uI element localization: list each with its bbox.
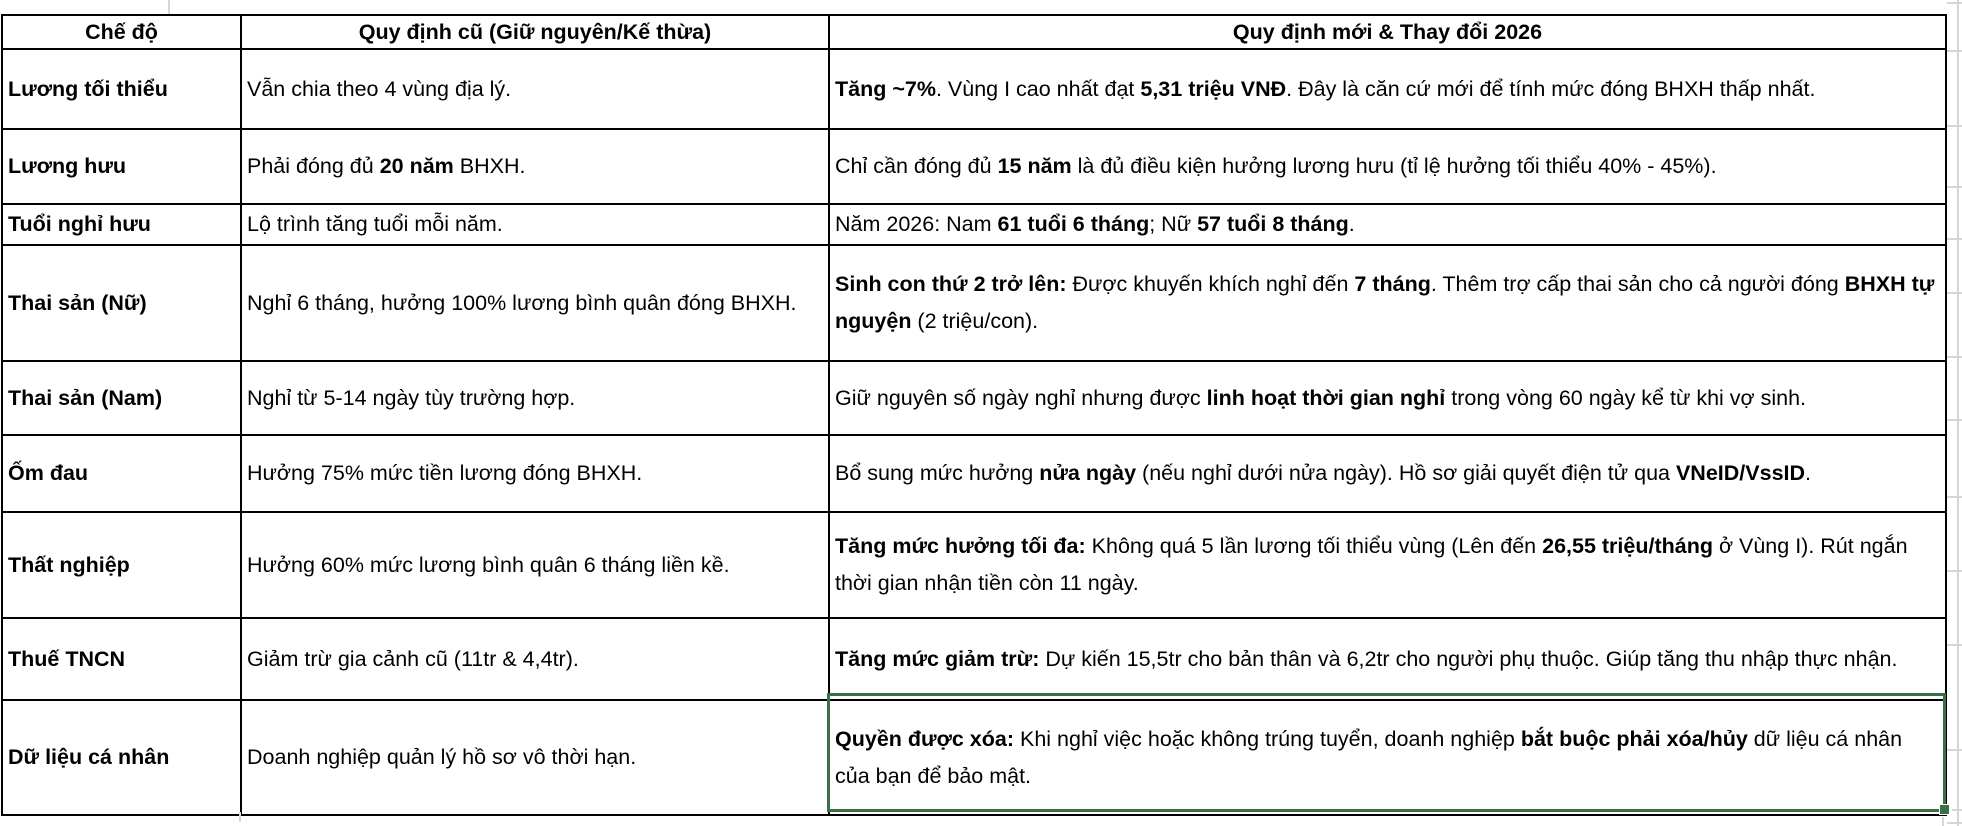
regulation-comparison-table — [1, 14, 1947, 816]
gridline-row-stub — [1947, 496, 1962, 498]
table-row — [2, 245, 1946, 361]
text-segment: Sinh con thứ 2 trở lên: — [835, 272, 1067, 296]
text-segment: Không quá 5 lần lương tối thiểu vùng (Lên đến — [1085, 534, 1543, 558]
new-regulation-cell[interactable] — [829, 204, 1946, 245]
text-segment: 61 tuổi 6 tháng — [997, 212, 1150, 236]
table-row — [2, 361, 1946, 435]
text-segment: (2 triệu/con). — [911, 309, 1039, 333]
text-segment: 7 tháng — [1354, 272, 1431, 296]
new-regulation-cell[interactable] — [829, 512, 1946, 618]
header-row — [2, 15, 1946, 49]
regime-cell[interactable]: Tuổi nghỉ hưu — [2, 204, 241, 245]
text-segment: ở Vùng I). Rút ngắn thời gian nhận tiền còn 11 ngày. — [835, 534, 1908, 595]
text-segment: Hưởng 60% mức lương bình quân 6 tháng liền kề. — [247, 552, 730, 577]
text-segment: Giữ nguyên số ngày nghỉ nhưng được — [835, 385, 1207, 410]
old-regulation-cell[interactable] — [241, 245, 829, 361]
text-segment: Vẫn chia theo 4 vùng địa lý. — [247, 76, 512, 101]
header-regime[interactable]: Chế độ — [2, 15, 241, 49]
text-segment: Nghỉ 6 tháng, hưởng 100% lương bình quân đóng BHXH. — [247, 290, 797, 315]
text-segment: 20 năm — [379, 154, 454, 178]
new-regulation-cell[interactable] — [829, 49, 1946, 129]
gridline-row-stub — [1947, 822, 1962, 824]
regime-cell[interactable]: Thai sản (Nữ) — [2, 245, 241, 361]
table-row — [2, 129, 1946, 204]
gridline-row-stub — [1947, 186, 1962, 188]
header-new-regulation[interactable]: Quy định mới & Thay đổi 2026 — [829, 15, 1946, 49]
text-segment: 5,31 triệu VNĐ — [1140, 76, 1287, 101]
text-segment: Tăng ~7% — [835, 76, 936, 101]
table-row — [2, 700, 1946, 815]
gridline-row-stub — [1947, 644, 1962, 646]
text-segment: Khi nghỉ việc hoặc không trúng tuyển, doanh nghiệp — [1014, 726, 1521, 751]
old-regulation-cell[interactable] — [241, 618, 829, 700]
gridline-row-stub — [1947, 125, 1962, 127]
text-segment: Tăng mức giảm trừ: — [835, 646, 1040, 671]
gridline-bottom-vertical — [239, 812, 241, 822]
gridline-row-stub — [1947, 570, 1962, 572]
text-segment: BHXH tự nguyện — [835, 272, 1935, 333]
regime-cell[interactable]: Lương tối thiểu — [2, 49, 241, 129]
header-old-regulation[interactable]: Quy định cũ (Giữ nguyên/Kế thừa) — [241, 15, 829, 49]
text-segment: Quyền được xóa: — [835, 726, 1015, 751]
gridline-row-stub — [1947, 292, 1962, 294]
old-regulation-cell[interactable] — [241, 204, 829, 245]
old-regulation-cell[interactable] — [241, 49, 829, 129]
old-regulation-cell[interactable] — [241, 361, 829, 435]
regime-cell[interactable]: Thất nghiệp — [2, 512, 241, 618]
text-segment: bắt buộc phải xóa/hủy — [1520, 726, 1748, 751]
gridline-handle-down — [1942, 817, 1944, 826]
text-segment: BHXH. — [453, 154, 526, 178]
gridline-row-stub — [1947, 419, 1962, 421]
table-row — [2, 512, 1946, 618]
old-regulation-cell[interactable] — [241, 700, 829, 815]
old-regulation-cell[interactable] — [241, 512, 829, 618]
regime-cell[interactable]: Lương hưu — [2, 129, 241, 204]
new-regulation-cell[interactable] — [829, 435, 1946, 512]
table-body — [2, 49, 1946, 815]
new-regulation-cell[interactable] — [829, 245, 1946, 361]
regime-cell[interactable]: Ốm đau — [2, 435, 241, 512]
table-row — [2, 618, 1946, 700]
text-segment: 57 tuổi 8 tháng — [1197, 212, 1349, 236]
new-regulation-cell[interactable] — [829, 700, 1946, 815]
gridline-handle-right — [1952, 809, 1962, 811]
text-segment: Nghỉ từ 5-14 ngày tùy trường hợp. — [247, 385, 576, 410]
gridline-top-vertical — [168, 0, 170, 14]
text-segment: . Đây là căn cứ mới để tính mức đóng BHXH thấp nhất. — [1286, 76, 1816, 101]
regime-cell[interactable]: Thuế TNCN — [2, 618, 241, 700]
fill-handle[interactable] — [1939, 804, 1950, 815]
text-segment: (nếu nghỉ dưới nửa ngày). Hồ sơ giải quyết điện tử qua — [1136, 461, 1676, 485]
regime-cell[interactable]: Thai sản (Nam) — [2, 361, 241, 435]
text-segment: 26,55 triệu/tháng — [1542, 534, 1713, 558]
old-regulation-cell[interactable] — [241, 435, 829, 512]
gridline-row-stub — [1947, 50, 1962, 52]
new-regulation-cell[interactable] — [829, 618, 1946, 700]
text-segment: trong vòng 60 ngày kể từ khi vợ sinh. — [1445, 385, 1807, 410]
text-segment: là đủ điều kiện hưởng lương hưu (tỉ lệ hưởng tối thiểu 40% - 45%). — [1071, 154, 1717, 178]
text-segment: . — [1348, 212, 1355, 236]
table-row — [2, 49, 1946, 129]
text-segment: . Vùng I cao nhất đạt — [935, 76, 1141, 101]
text-segment: Tăng mức hưởng tối đa: — [835, 534, 1086, 558]
text-segment: Năm 2026: Nam — [835, 212, 998, 236]
old-regulation-cell[interactable] — [241, 129, 829, 204]
text-segment: Bổ sung mức hưởng — [835, 461, 1040, 485]
table-row — [2, 204, 1946, 245]
text-segment: Lộ trình tăng tuổi mỗi năm. — [247, 212, 503, 236]
text-segment: . — [1805, 461, 1812, 485]
gridline-row-stub — [1947, 2, 1962, 4]
table-row — [2, 435, 1946, 512]
text-segment: Phải đóng đủ — [247, 154, 380, 178]
text-segment: Giảm trừ gia cảnh cũ (11tr & 4,4tr). — [247, 646, 579, 671]
gridline-right-vertical — [1957, 0, 1959, 826]
text-segment: Dự kiến 15,5tr cho bản thân và 6,2tr cho người phụ thuộc. Giúp tăng thu nhập thực nhận. — [1039, 646, 1898, 671]
gridline-row-stub — [1947, 238, 1962, 240]
text-segment: ; Nữ — [1149, 212, 1198, 236]
text-segment: dữ liệu cá nhân của bạn để bảo mật. — [835, 726, 1903, 788]
new-regulation-cell[interactable] — [829, 129, 1946, 204]
text-segment: Hưởng 75% mức tiền lương đóng BHXH. — [247, 461, 643, 485]
text-segment: Được khuyến khích nghỉ đến — [1066, 272, 1355, 296]
text-segment: 15 năm — [997, 154, 1072, 178]
regime-cell[interactable]: Dữ liệu cá nhân — [2, 700, 241, 815]
text-segment: nửa ngày — [1039, 461, 1137, 485]
new-regulation-cell[interactable] — [829, 361, 1946, 435]
text-segment: . Thêm trợ cấp thai sản cho cả người đóng — [1430, 272, 1845, 296]
text-segment: Doanh nghiệp quản lý hồ sơ vô thời hạn. — [247, 745, 637, 769]
text-segment: linh hoạt thời gian nghỉ — [1206, 385, 1446, 410]
text-segment: Chỉ cần đóng đủ — [835, 154, 998, 178]
gridline-row-stub — [1947, 749, 1962, 751]
text-segment: VNeID/VssID — [1675, 461, 1806, 485]
gridline-row-stub — [1947, 356, 1962, 358]
